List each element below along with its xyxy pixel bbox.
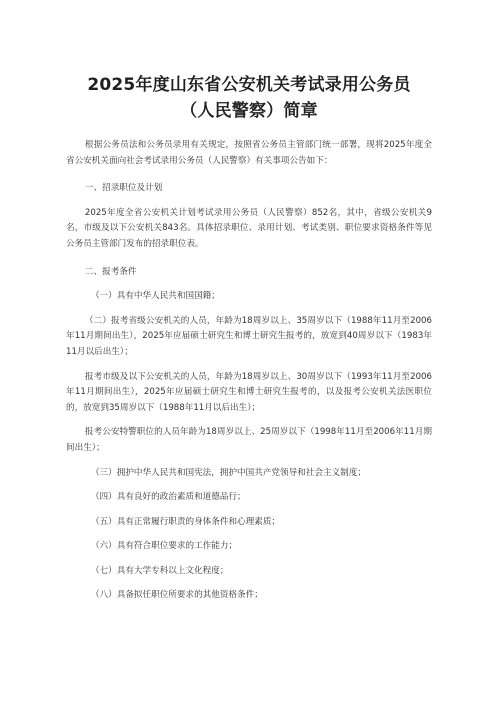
condition-item-2-swat: 报考公安特警职位的人员年龄为18周岁以上、25周岁以下（1998年11月至2006年11月期间出生）； [66, 427, 432, 453]
condition-item-1: （一）具有中华人民共和国国籍； [90, 291, 220, 302]
document-title [66, 72, 432, 124]
condition-item-6: （六）具有符合职位要求的工作能力； [90, 541, 238, 552]
condition-item-8: （八）具备拟任职位所要求的其他资格条件； [90, 590, 263, 601]
condition-item-7: （七）具有大学专科以上文化程度； [90, 565, 229, 576]
condition-item-3: （三）拥护中华人民共和国宪法，拥护中国共产党领导和社会主义制度； [90, 467, 366, 478]
condition-item-2-city: 报考市级及以下公安机关的人员，年龄为18周岁以上、30周岁以下（1993年11月至2006年11月期间出生），2025年应届硕士研究生和博士研究生报考的，以及报考公安机关法医职位的，放宽到35周岁以下（1988年11月以后出生）； [66, 371, 432, 413]
section-1-body: 2025年度全省公安机关计划考试录用公务员（人民警察）852名，其中，省级公安机关9名，市级及以下公安机关843名。具体招录职位、录用计划、考试类别、职位要求资格条件等见公务员主管部门发布的招录职位表。 [66, 207, 432, 249]
condition-item-5: （五）具有正常履行职责的身体条件和心理素质； [90, 516, 281, 527]
section-2-heading: 二、报考条件 [84, 266, 137, 277]
intro-paragraph: 根据公务员法和公务员录用有关规定，按照省公务员主管部门统一部署，现将2025年度全省公安机关面向社会考试录用公务员（人民警察）有关事项公告如下： [66, 140, 432, 166]
title-line-1: 2025年度山东省公安机关考试录用公务员 [87, 75, 411, 95]
section-1-heading: 一、招录职位及计划 [84, 183, 163, 194]
condition-item-4: （四）具有良好的政治素质和道德品行； [90, 492, 246, 503]
condition-item-2: （二）报考省级公安机关的人员，年龄为18周岁以上、35周岁以下（1988年11月至2006年11月期间出生），2025年应届硕士研究生和博士研究生报考的，放宽到40周岁以下（1983年11月以后出生）； [66, 315, 432, 357]
title-line-2: （人民警察）简章 [180, 101, 318, 121]
